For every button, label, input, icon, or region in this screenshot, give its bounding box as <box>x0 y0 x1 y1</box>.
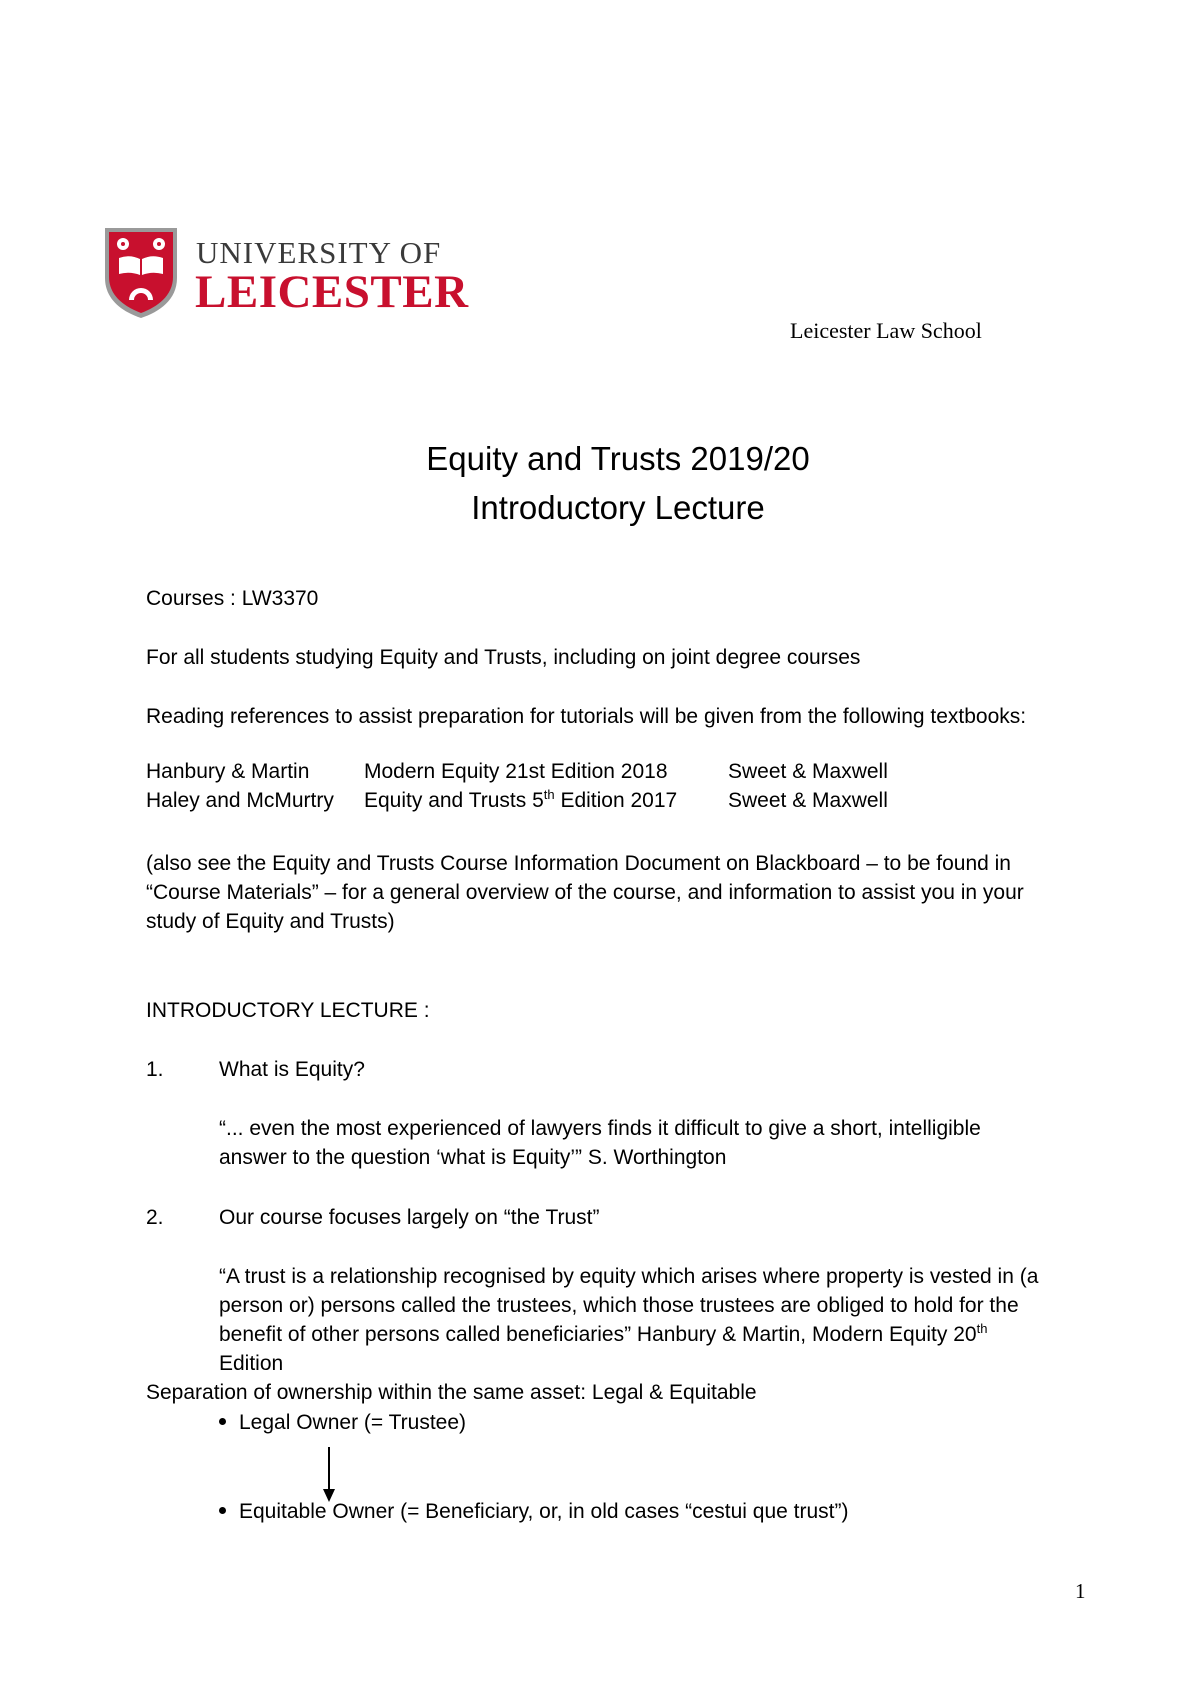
school-name: Leicester Law School <box>790 318 982 343</box>
audience-line: For all students studying Equity and Trusts, including on joint degree courses <box>146 646 861 669</box>
separation-line: Separation of ownership within the same asset: Legal & Equitable <box>146 1381 757 1404</box>
item-heading: What is Equity? <box>219 1058 365 1081</box>
bullet-icon <box>219 1507 226 1514</box>
textbook-title: Equity and Trusts 5th Edition 2017 <box>364 787 678 812</box>
university-logo <box>103 226 469 320</box>
reading-intro: Reading references to assist preparation for tutorials will be given from the following textbooks: <box>146 705 1027 728</box>
item-heading: Our course focuses largely on “the Trust” <box>219 1206 600 1229</box>
courses-line: Courses : LW3370 <box>146 587 319 610</box>
item-quote-line: “A trust is a relationship recognised by equity which arises where property is vested in (a <box>219 1265 1039 1288</box>
textbook-title: Modern Equity 21st Edition 2018 <box>364 760 668 783</box>
item-quote-line: answer to the question ‘what is Equity’” S. Worthington <box>219 1146 727 1169</box>
bullet-icon <box>219 1418 226 1425</box>
document-title: Equity and Trusts 2019/20 <box>426 440 810 477</box>
logo-line-1: UNIVERSITY OF <box>196 235 442 270</box>
bullet-item: Equitable Owner (= Beneficiary, or, in old cases “cestui que trust”) <box>219 1500 848 1524</box>
logo-line-2: LEICESTER <box>195 266 469 318</box>
item-quote-line: person or) persons called the trustees, which those trustees are obliged to hold for the <box>219 1294 1019 1317</box>
item-number: 1. <box>146 1058 164 1081</box>
page-number: 1 <box>1075 1579 1086 1603</box>
textbook-publisher: Sweet & Maxwell <box>728 760 888 783</box>
also-see-line-3: study of Equity and Trusts) <box>146 910 395 933</box>
down-arrow-icon <box>320 1447 338 1503</box>
textbook-publisher: Sweet & Maxwell <box>728 789 888 812</box>
also-see-line-2: “Course Materials” – for a general overview of the course, and information to assist you in your <box>146 881 1024 904</box>
document-subtitle: Introductory Lecture <box>471 489 765 526</box>
item-quote-line: benefit of other persons called beneficiaries” Hanbury & Martin, Modern Equity 20th <box>219 1321 988 1346</box>
also-see-line-1: (also see the Equity and Trusts Course Information Document on Blackboard – to be found in <box>146 852 1011 875</box>
item-quote-line: Edition <box>219 1352 284 1375</box>
section-heading: INTRODUCTORY LECTURE : <box>146 999 430 1022</box>
textbook-author: Hanbury & Martin <box>146 760 310 783</box>
textbook-author: Haley and McMurtry <box>146 789 334 812</box>
university-shield-icon <box>103 226 179 320</box>
bullet-item: Legal Owner (= Trustee) <box>219 1411 466 1435</box>
item-quote-line: “... even the most experienced of lawyers finds it difficult to give a short, intelligible <box>219 1117 981 1140</box>
item-number: 2. <box>146 1206 164 1229</box>
